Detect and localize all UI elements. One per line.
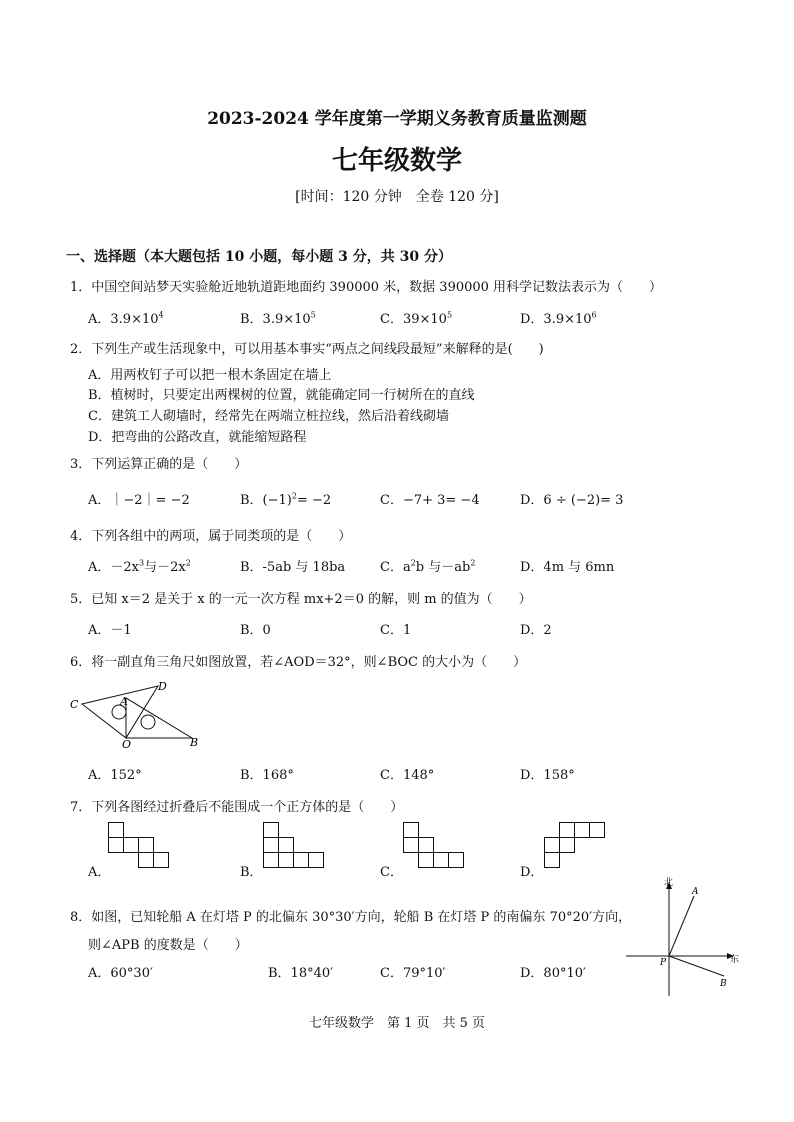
q3-option-d: D．6 ÷ (−2)= 3 xyxy=(520,493,624,508)
q3-option-a: A．｜−2｜= −2 xyxy=(88,493,190,508)
q7-option-a: A． xyxy=(88,865,111,880)
label-b: B xyxy=(190,736,199,749)
question-3-stem: 3．下列运算正确的是（ ） xyxy=(70,457,248,472)
q7-option-d: D． xyxy=(520,865,544,880)
question-5-stem: 5．已知 x＝2 是关于 x 的一元一次方程 mx+2＝0 的解，则 m 的值为（ ） xyxy=(70,592,532,607)
q5-option-c: C．1 xyxy=(380,623,412,638)
question-8-stem-line2: 则∠APB 的度数是（ ） xyxy=(88,938,248,953)
q5-option-b: B．0 xyxy=(240,623,271,638)
cube-net-c xyxy=(403,822,473,872)
triangle-rulers-figure xyxy=(66,678,206,750)
q2-option-a: A．用两枚钉子可以把一根木条固定在墙上 xyxy=(88,368,332,383)
question-1-stem: 1．中国空间站梦天实验舱近地轨道距地面约 390000 米，数据 390000 用科学记数法表示为（ ） xyxy=(70,280,663,295)
ruler-hole-2 xyxy=(141,715,155,729)
q8-option-b: B．18°40′ xyxy=(268,966,334,981)
q4-option-c: C．$a^2b$ 与$-ab^2$ xyxy=(380,558,476,575)
label-o: O xyxy=(122,738,132,750)
q5-option-a: A．－1 xyxy=(88,623,132,638)
question-2-stem: 2．下列生产或生活现象中，可以用基本事实“两点之间线段最短”来解释的是( ) xyxy=(70,342,544,357)
triangle-aob xyxy=(126,698,192,738)
compass-bearing-figure xyxy=(622,876,746,1000)
east-label: 东 xyxy=(730,955,740,965)
section-heading: 一、选择题（本大题包括 10 小题，每小题 3 分，共 30 分） xyxy=(66,249,452,265)
question-6-stem: 6．将一副直角三角尺如图放置，若∠AOD＝32°，则∠BOC 的大小为（ ） xyxy=(70,655,527,670)
q4-option-d: D．4m 与 6mn xyxy=(520,560,615,575)
exam-title: 2023-2024 学年度第一学期义务教育质量监测题 xyxy=(207,109,587,129)
label-d: D xyxy=(158,680,167,693)
q4-option-b: B．-5ab 与 18ba xyxy=(240,560,346,575)
q4-option-a: A．$-2x^3$与$-2x^2$ xyxy=(88,558,191,575)
triangle-cod xyxy=(82,686,158,738)
question-7-stem: 7．下列各图经过折叠后不能围成一个正方体的是（ ） xyxy=(70,800,404,815)
cube-net-a xyxy=(108,822,178,872)
point-p-label: P xyxy=(660,958,667,968)
point-b-label: B xyxy=(720,979,727,989)
q1-option-d: D．$3.9\times 10^6$ xyxy=(520,310,597,327)
q6-option-c: C．148° xyxy=(380,768,435,783)
q5-option-d: D．2 xyxy=(520,623,552,638)
q6-option-a: A．152° xyxy=(88,768,142,783)
q2-option-b: B．植树时，只要定出两棵树的位置，就能确定同一行树所在的直线 xyxy=(88,388,475,403)
q3-option-c: C．−7+ 3= −4 xyxy=(380,493,480,508)
question-4-stem: 4．下列各组中的两项，属于同类项的是（ ） xyxy=(70,529,352,544)
q1-option-b: B．$3.9\times 10^5$ xyxy=(240,310,316,327)
north-label: 北 xyxy=(664,878,674,888)
label-a: A xyxy=(120,695,128,708)
label-c: C xyxy=(70,698,79,711)
q2-option-d: D．把弯曲的公路改直，就能缩短路程 xyxy=(88,430,307,445)
q6-option-d: D．158° xyxy=(520,768,575,783)
q3-option-b: B．$(-1)^2= -2$ xyxy=(240,491,332,508)
question-8-stem-line1: 8．如图，已知轮船 A 在灯塔 P 的北偏东 30°30′方向，轮船 B 在灯塔 P 的南偏东 70°20′方向， xyxy=(70,910,632,925)
cube-net-d xyxy=(544,822,614,872)
q7-option-c: C． xyxy=(380,865,403,880)
exam-meta: [时间：120 分钟 全卷 120 分] xyxy=(295,189,499,205)
subject-title: 七年级数学 xyxy=(331,146,462,176)
cube-net-b xyxy=(263,822,333,872)
q8-option-d: D．80°10′ xyxy=(520,966,586,981)
page-footer: 七年级数学 第 1 页 共 5 页 xyxy=(308,1016,486,1031)
q2-option-c: C．建筑工人砌墙时，经常先在两端立桩拉线，然后沿着线砌墙 xyxy=(88,409,449,424)
q6-option-b: B．168° xyxy=(240,768,294,783)
point-a-label: A xyxy=(692,887,699,897)
q7-option-b: B． xyxy=(240,865,263,880)
q8-option-a: A．60°30′ xyxy=(88,966,153,981)
q8-option-c: C．79°10′ xyxy=(380,966,446,981)
q1-option-a: A．$3.9\times 10^4$ xyxy=(88,310,164,327)
q1-option-c: C．$39\times 10^5$ xyxy=(380,310,453,327)
